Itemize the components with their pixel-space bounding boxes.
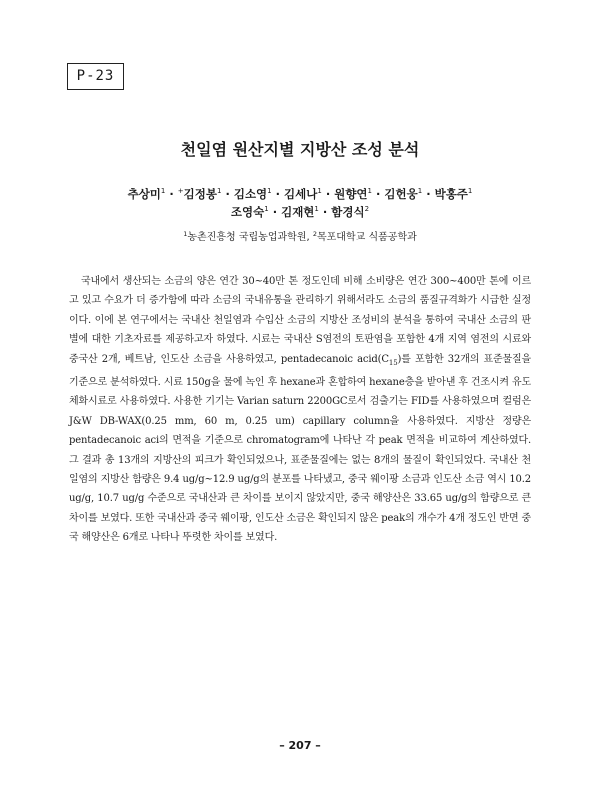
author-affiliation-marker: 1 xyxy=(417,187,423,195)
abstract-subscript: 15 xyxy=(388,358,398,367)
author-separator: · xyxy=(321,187,335,201)
affiliation-org-1: 농촌진흥청 국립농업과학원, xyxy=(187,232,310,243)
affiliation-marker-2: 2 xyxy=(312,230,317,238)
corresponding-marker: + xyxy=(177,187,184,195)
author-name: 김헌웅 xyxy=(384,187,418,201)
author-name: 김세나 xyxy=(284,187,318,201)
author-name: 원향연 xyxy=(334,187,368,201)
page-number: – 207 – xyxy=(279,739,321,752)
authors-line-2 xyxy=(100,200,500,221)
author-separator: · xyxy=(165,187,178,201)
author-affiliation-marker: 1 xyxy=(467,187,473,195)
author-affiliation-marker: 1 xyxy=(160,187,166,195)
poster-label: P-23 xyxy=(67,63,124,90)
affiliation-marker-1: 1 xyxy=(183,230,188,238)
abstract-part-1: 국내에서 생산되는 소금의 양은 연간 30~40만 톤 정도인데 비해 소비량은 연간 300~400만 톤에 이르고 있고 수요가 더 증가함에 따라 소금의 국내유통을 관리하기 위해서라도 소금의 품질규격화가 시급한 실정이다. 이에 본 연구에서는 국내산 천일염과 수입산 소금의 지방산 조성비의 분석을 통하여 국내산 소금의 판별에 대한 기초자료를 제공하고자 하였다. 시료는 국내산 S염전의 토판염을 포함한 4개 지역 염전의 시료와 중국산 2개, 베트남, 인도산 소금을 사용하였고, pentadecanoic acid(C xyxy=(69,276,531,365)
author-name: 박홍주 xyxy=(434,187,468,201)
author-separator: · xyxy=(318,205,332,219)
author-affiliation-marker: 1 xyxy=(314,205,319,213)
author-affiliation-marker: 1 xyxy=(317,187,322,195)
author-name: 추상미 xyxy=(127,187,161,201)
affiliation xyxy=(0,228,600,243)
author-separator: · xyxy=(422,187,435,201)
author-affiliation-marker: 2 xyxy=(364,205,370,213)
abstract-body xyxy=(69,272,531,548)
affiliation-org-2: 목포대학교 식품공학과 xyxy=(316,232,417,243)
author-name: 함경식 xyxy=(331,205,365,219)
author-affiliation-marker: 1 xyxy=(216,187,222,195)
author-name: 김정봉 xyxy=(183,187,217,201)
paper-title: 천일염 원산지별 지방산 조성 분석 xyxy=(180,140,420,159)
author-name: 조영숙 xyxy=(230,205,265,219)
author-affiliation-marker: 1 xyxy=(267,187,272,195)
author-affiliation-marker: 1 xyxy=(367,187,373,195)
author-separator: · xyxy=(221,187,234,201)
abstract-part-2: )를 포함한 32개의 표준물질을 기준으로 분석하였다. 시료 150g을 물에 녹인 후 hexane과 혼합하여 hexane층을 받아낸 후 건조시켜 유도체화시료로 사용하였다. 사용한 기기는 Varian saturn 2200GC로서 검출기는 FID를 사용하였으며 컬럼은 J&W DB-WAX(0.25 mm, 60 m, 0.25 um) capillary column을 사용하였다. 지방산 정량은 pentadecanoic aci의 면적을 기준으로 chromatogram에 나타난 각 peak 면적을 비교하여 계산하였다. 그 결과 총 13개의 지방산의 피크가 확인되었으나, 표준물질에는 없는 8개의 물질이 확인되었다. 국내산 천일염의 지방산 함량은 9.4 ug/g~12.9 ug/g의 분포를 나타냈고, 중국 웨이팡 소금과 인도산 소금 역시 10.2 ug/g, 10.7 ug/g 수준으로 국내산과 큰 차이를 보이지 않았지만, 중국 해양산은 33.65 ug/g의 함량으로 큰 차이를 보였다. 또한 국내산과 중국 웨이팡, 인도산 소금은 확인되지 않은 peak의 개수가 4개 정도인 반면 중국 해양산은 6개로 나타나 뚜렷한 차이를 보였다. xyxy=(69,353,531,544)
author-separator: · xyxy=(372,187,385,201)
author-name: 김소영 xyxy=(233,187,268,201)
author-name: 김재현 xyxy=(281,205,315,219)
author-affiliation-marker: 1 xyxy=(264,205,269,213)
author-separator: · xyxy=(271,187,285,201)
author-separator: · xyxy=(268,205,282,219)
